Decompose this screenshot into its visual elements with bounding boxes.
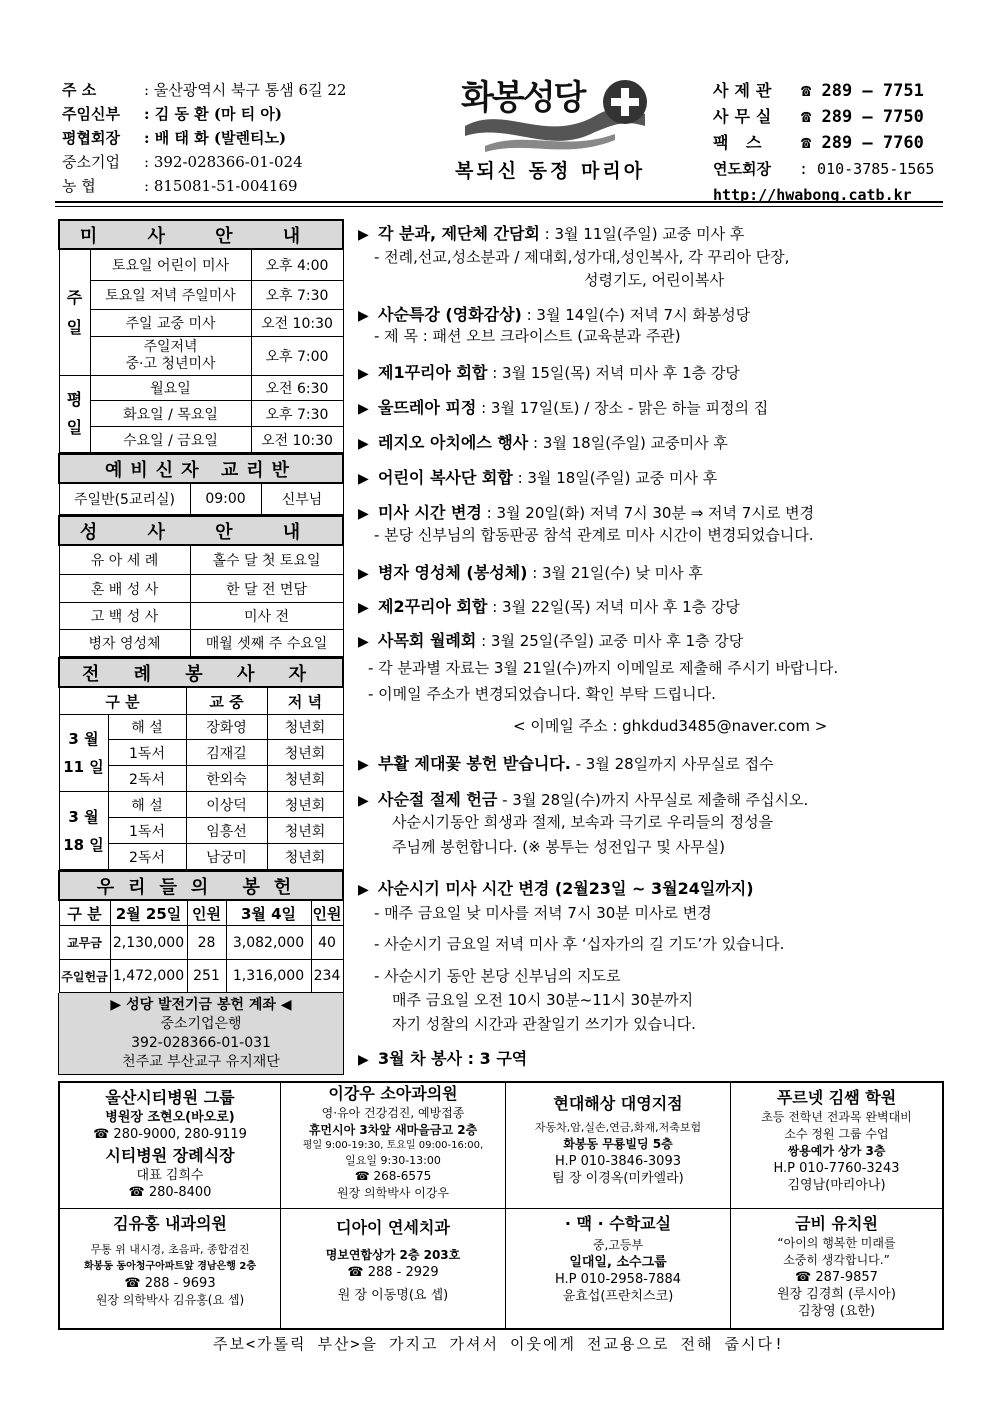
notice-item: ▶ 어린이 복사단 회합 : 3월 18일(주일) 교중 미사 후: [358, 468, 718, 487]
notice-item: ▶ 사목회 월례회 : 3월 25일(주일) 교중 미사 후 1층 강당: [358, 631, 744, 650]
arrow-icon: ▶: [358, 634, 369, 650]
notice-item: ▶ 부활 제대꽃 봉헌 받습니다. - 3월 28일까지 사무실로 접수: [358, 754, 774, 773]
table-row: 유 아 세 례 홀수 달 첫 토요일: [59, 545, 343, 575]
table-row: 구 분 교 중 저 녁: [59, 687, 343, 715]
arrow-icon: ▶: [358, 566, 369, 582]
arrow-icon: ▶: [358, 1052, 369, 1068]
table-row: 3 월 11 일 해 설 장화영 청년회: [59, 715, 343, 740]
arrow-icon: ▶: [358, 308, 369, 324]
table-row: 주일헌금 1,472,000 251 1,316,000 234: [59, 960, 343, 993]
offering-table: [58, 870, 344, 993]
table-row: 주일저녁 중·고 청년미사 오후 7:00: [59, 337, 343, 376]
email-address[interactable]: < 이메일 주소 : ghkdud3485@naver.com >: [513, 717, 828, 735]
arrow-icon: ▶: [358, 757, 369, 773]
weekday-label: 평일: [59, 376, 90, 453]
sponsor-ads: [58, 1081, 944, 1330]
table-row: 2독서 한외숙 청년회: [59, 766, 343, 792]
arrow-icon: ▶: [358, 436, 369, 452]
table-row: 화요일 / 목요일 오후 7:30: [59, 401, 343, 427]
logo-text: 화봉성당: [461, 78, 585, 118]
table-row: 수요일 / 금요일 오전 10:30: [59, 427, 343, 453]
sacrament-title: 성 사 안 내: [59, 516, 343, 545]
contact-info: [713, 78, 934, 208]
table-row: 교무금 2,130,000 28 3,082,000 40: [59, 926, 343, 960]
notice-item: ▶ 각 분과, 제단체 간담회 : 3월 11일(주일) 교중 미사 후: [358, 224, 745, 243]
arrow-icon: ▶: [358, 366, 369, 382]
parish-patron: 복되신 동정 마리아: [455, 160, 646, 182]
table-row: 주일 토요일 어린이 미사 오후 4:00: [59, 249, 343, 281]
ad-academy: 푸르넷 김쌤 학원 초등 전학년 전과목 완벽대비 소수 정원 그룹 수업 쌍용예가 상가 3층 H.P 010-7760-3243 김영남(마리아나): [731, 1083, 942, 1209]
notice-item: ▶ 사순절 절제 헌금 - 3월 28일(수)까지 사무실로 제출해 주십시오.: [358, 790, 809, 809]
arrow-icon: ▶: [358, 793, 369, 809]
mass-title: 미 사 안 내: [59, 220, 343, 249]
table-row: 구 분 2월 25일 인원 3월 4일 인원: [59, 900, 343, 926]
arrow-icon: ▶: [358, 401, 369, 417]
footer-message: 주보<가톨릭 부산>을 가지고 가셔서 이웃에게 전교용으로 전해 줍시다!: [212, 1335, 786, 1353]
parish-info: [62, 78, 346, 198]
mass-schedule-table: [58, 219, 344, 453]
sacrament-table: [58, 515, 344, 657]
council-row: 평협회장 : 배 태 화 (발렌티노): [62, 129, 287, 147]
arrow-icon: ▶: [358, 882, 369, 898]
table-row: 주일 교중 미사 오전 10:30: [59, 310, 343, 337]
table-row: 고 백 성 사 미사 전: [59, 603, 343, 630]
rectory-phone: 사제관 ☎ 289 – 7751: [713, 81, 924, 101]
arrow-icon: ▶: [358, 506, 369, 522]
ad-math-class: · 맥 · 수학교실 중,고등부 일대일, 소수그룹 H.P 010-2958-7884 윤효섭(프란치스코): [506, 1209, 731, 1328]
table-row: 1독서 김재길 청년회: [59, 740, 343, 766]
website-link[interactable]: http://hwabong.catb.kr: [713, 186, 912, 204]
arrow-icon: ▶: [358, 471, 369, 487]
table-row: 평일 월요일 오전 6:30: [59, 376, 343, 401]
ad-insurance: 현대해상 대영지점 자동차,암,실손,연금,화재,저축보험 화봉동 무룡빌딩 5층 H.P 010-3846-3093 팀 장 이경옥(미카엘라): [506, 1083, 731, 1209]
notice-item: ▶ 사순특강 (영화감상) : 3월 14일(수) 저녁 7시 화봉성당: [358, 305, 751, 324]
header-divider: [55, 201, 943, 203]
development-fund-box: ▶ 성당 발전기금 봉헌 계좌 ◀ 중소기업은행 392-028366-01-031 천주교 부산교구 유지재단: [58, 993, 344, 1075]
liturgy-table: [58, 657, 344, 870]
notice-item: ▶ 제2꾸리아 회합 : 3월 22일(목) 저녁 미사 후 1층 강당: [358, 597, 740, 616]
offering-title: 우리들의 봉헌: [59, 871, 343, 900]
left-column: [58, 219, 344, 1075]
notices-column: ▶ 각 분과, 제단체 간담회 : 3월 11일(주일) 교중 미사 후 - 전례,선교,성소분과 / 제대회,성가대,성인복사, 각 꾸리아 단장, 성령기도, 어린이복사 ▶ 사순특강 (영화감상) : 3월 14일(수) 저녁 7시 화봉성당 - 제 목 : 패션 오브 크라이스트 (교육분과 주관) ▶ 제1꾸리아 회합 : 3월 15일(목) 저녁 미사 후 1층 강당 ▶ 울뜨레아 피정 : 3월 17일(토) / 장소 - 맑은 하늘 피정의 집 ▶ 레지오 아치에스 행사 : 3월 18일(주일) 교중미사 후 ▶ 어린이 복사단 회합 : 3월 18일(주일) 교중 미사 후 ▶ 미사 시간 변경 : 3월 20일(화) 저녁 7시 30분 ⇒ 저녁 7시로 변경 - 본당 신부님의 합동판공 참석 관계로 미사 시간이 변경되었습니다. ▶ 병자 영성체 (봉성체) : 3월 21일(수) 낮 미사 후 ▶ 제2꾸리아 회합 : 3월 22일(목) 저녁 미사 후 1층 강당 ▶ 사목회 월례회 : 3월 25일(주일) 교중 미사 후 1층 강당 - 각 분과별 자료는 3월 21일(수)까지 이메일로 제출해 주시기 바랍니다. - 이메일 주소가 변경되었습니다. 확인 부탁 드립니다. < 이메일 주소 : ghkdud3485@naver.com > ▶ 부활 제대꽃 봉헌 받습니다. - 3월 28일까지 사무실로 접수 ▶ 사순절 절제 헌금 - 3월 28일(수)까지 사무실로 제출해 주십시오. 사순시기동안 희생과 절제, 보속과 극기로 우리들의 정성을 주님께 봉헌합니다. (※ 봉투는 성전입구 및 사무실) ▶ 사순시기 미사 시간 변경 (2월23일 ~ 3월24일까지) - 매주 금요일 낮 미사를 저녁 7시 30분 미사로 변경 - 사순시기 금요일 저녁 미사 후 ‘십자가의 길 기도’가 있습니다. - 사순시기 동안 본당 신부님의 지도로 매주 금요일 오전 10시 30분~11시 30분까지 자기 성찰의 시간과 관찰일기 쓰기가 있습니다. ▶ 3월 차 봉사 : 3 구역: [358, 219, 948, 1069]
ad-kindergarten: 금비 유치원 “아이의 행복한 미래를 소중히 생각합니다.” ☎ 287-9857 원장 김경희 (루시아) 김창영 (요한): [777, 1214, 896, 1319]
address-row: 주 소 : 울산광역시 북구 통샘 6길 22: [62, 81, 347, 99]
bank-row-1: 중소기업 : 392-028366-01-024: [62, 153, 303, 171]
bank-row-2: 농 협 : 815081-51-004169: [62, 177, 298, 195]
table-row: 토요일 저녁 주일미사 오후 7:30: [59, 281, 343, 310]
office-phone: 사무실 ☎ 289 – 7750: [713, 107, 924, 127]
notice-item: ▶ 제1꾸리아 회합 : 3월 15일(목) 저녁 미사 후 1층 강당: [358, 363, 740, 382]
notice-item: ▶ 사순시기 미사 시간 변경 (2월23일 ~ 3월24일까지): [358, 879, 754, 898]
litany-chair-phone: 연도회장 : 010-3785-1565: [713, 160, 935, 178]
notice-item: ▶ 미사 시간 변경 : 3월 20일(화) 저녁 7시 30분 ⇒ 저녁 7시로 변경: [358, 503, 815, 522]
table-row: 3 월 18 일 해 설 이상덕 청년회: [59, 792, 343, 818]
notice-item: ▶ 울뜨레아 피정 : 3월 17일(토) / 장소 - 맑은 하늘 피정의 집: [358, 398, 769, 417]
pastor-row: 주임신부 : 김 동 환 (마 티 아): [62, 105, 283, 123]
table-row: 주일반(5교리실) 09:00 신부님: [59, 483, 343, 515]
catechumen-title: 예비신자 교리반: [59, 454, 343, 483]
table-row: 1독서 임흥선 청년회: [59, 818, 343, 844]
arrow-icon: ▶: [358, 227, 369, 243]
ad-city-hospital: 울산시티병원 그룹 병원장 조현오(바오로) ☎ 280-9000, 280-9119 시티병원 장례식장 대표 김희수 ☎ 280-8400: [60, 1083, 281, 1209]
arrow-icon: ▶: [358, 600, 369, 616]
ad-pediatrics: 이강우 소아과의원 영·유아 건강검진, 예방접종 휴먼시아 3차앞 새마을금고 2층 평일 9:00-19:30, 토요일 09:00-16:00, 일요일 9:30-13:00 ☎ 268-6575 원장 의학박사 이강우: [281, 1083, 506, 1209]
table-row: 혼 배 성 사 한 달 전 면담: [59, 575, 343, 603]
fax-number: 팩 스 ☎ 289 – 7760: [713, 133, 924, 153]
notice-item: ▶ 병자 영성체 (봉성체) : 3월 21일(수) 낮 미사 후: [358, 563, 703, 582]
ad-internal-medicine: 김유홍 내과의원 무통 위 내시경, 초음파, 종합검진 화봉동 동아청구아파트앞 경남은행 2층 ☎ 288 - 9693 원장 의학박사 김유홍(요 셉): [60, 1209, 281, 1328]
sunday-label: 주일: [59, 249, 90, 376]
table-row: 2독서 남궁미 청년회: [59, 844, 343, 870]
parish-logo: [455, 64, 655, 182]
catechumen-table: [58, 453, 344, 515]
header-divider-thin: [55, 206, 943, 207]
notice-item: ▶ 레지오 아치에스 행사 : 3월 18일(주일) 교중미사 후: [358, 433, 728, 452]
table-row: 병자 영성체 매월 셋째 주 수요일: [59, 630, 343, 657]
ad-dental: 디아이 연세치과 명보연합상가 2층 203호 ☎ 288 - 2929 원 장 이동명(요 셉): [281, 1209, 506, 1328]
notice-item: ▶ 3월 차 봉사 : 3 구역: [358, 1049, 528, 1068]
liturgy-title: 전 례 봉 사 자: [59, 658, 343, 687]
